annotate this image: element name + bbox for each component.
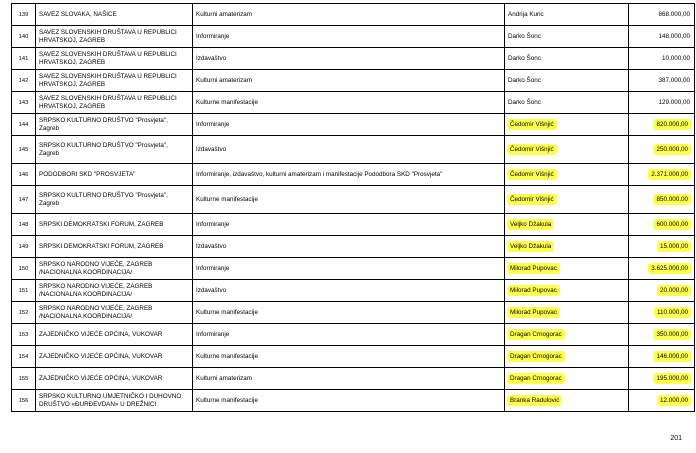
organization-cell-text: SRPSKO NARODNO VIJEĆE, ZAGREB /NACIONALNA KOORDINACIJA/	[39, 304, 153, 320]
organization-cell	[36, 26, 193, 48]
contact-person-cell	[505, 390, 629, 412]
program-cell-text: Kulturni amaterizam	[196, 374, 252, 382]
organization-cell-text: SRPSKO KULTURNO DRUŠTVO "Prosvjeta", Zagreb	[39, 191, 168, 207]
amount-cell-text: 387.000,00	[658, 76, 690, 84]
contact-person-cell-text: Čedomir Višnjić	[510, 195, 554, 203]
row-number-text: 155	[18, 375, 29, 382]
contact-person-cell	[505, 26, 629, 48]
row-number-text: 146	[18, 171, 29, 178]
amount-cell-text: 146.000,00	[656, 352, 688, 360]
table-row	[12, 92, 695, 114]
contact-person-cell-text: Čedomir Višnjić	[510, 170, 554, 178]
amount-cell	[629, 70, 695, 92]
organization-cell-text: SRPSKI DEMOKRATSKI FORUM, ZAGREB	[39, 220, 164, 228]
table-row	[12, 164, 695, 186]
program-cell	[193, 324, 505, 346]
amount-cell-text: 850.000,00	[656, 195, 688, 203]
contact-person-cell-text: Milorad Pupovac	[510, 264, 557, 272]
table-row	[12, 70, 695, 92]
contact-person-cell-text: Dragan Crnogorac	[510, 330, 562, 338]
organization-cell	[36, 164, 193, 186]
organization-cell-text: ZAJEDNIČKO VIJEĆE OPĆINA, VUKOVAR	[39, 330, 163, 338]
table-row	[12, 214, 695, 236]
contact-person-cell-text: Veljko Džakula	[510, 220, 552, 228]
row-number	[12, 186, 36, 214]
organization-cell-text: PODODBORI SKD "PROSVJETA"	[39, 170, 136, 178]
contact-person-cell-text: Branka Radulović	[510, 396, 560, 404]
organization-cell-text: SAVEZ SLOVENSKIH DRUŠTAVA U REPUBLICI HRVATSKOJ, ZAGREB	[39, 28, 177, 44]
contact-person-cell-text: Čedomir Višnjić	[510, 145, 554, 153]
contact-person-cell	[505, 258, 629, 280]
amount-cell	[629, 302, 695, 324]
amount-cell-text: 195.000,00	[656, 374, 688, 382]
contact-person-cell-text: Darko Šonc	[508, 32, 541, 40]
organization-cell	[36, 258, 193, 280]
contact-person-cell-text: Dragan Crnogorac	[510, 374, 562, 382]
program-cell-text: Informiranje	[196, 264, 230, 272]
organization-cell-text: SAVEZ SLOVAKA, NAŠICE	[39, 10, 117, 18]
amount-cell-text: 148.000,00	[658, 32, 690, 40]
contact-person-cell	[505, 164, 629, 186]
program-cell	[193, 346, 505, 368]
table-row	[12, 368, 695, 390]
amount-cell	[629, 258, 695, 280]
organization-cell	[36, 368, 193, 390]
table-row	[12, 280, 695, 302]
amount-cell-text: 820.000,00	[656, 120, 688, 128]
organization-cell	[36, 186, 193, 214]
organization-cell	[36, 236, 193, 258]
row-number-text: 148	[18, 221, 29, 228]
contact-person-cell	[505, 70, 629, 92]
row-number	[12, 390, 36, 412]
contact-person-cell	[505, 214, 629, 236]
contact-person-cell	[505, 92, 629, 114]
row-number-text: 151	[18, 287, 29, 294]
table-row	[12, 258, 695, 280]
amount-cell-text: 3.625.000,00	[651, 264, 688, 272]
program-cell	[193, 302, 505, 324]
organization-cell	[36, 136, 193, 164]
contact-person-cell-text: Veljko Džakula	[510, 242, 552, 250]
program-cell	[193, 390, 505, 412]
organization-cell-text: SRPSKO KULTURNO UMJETNIČKO I DUHOVNO DRUŠTVO «ĐURĐEVDAN» U DREŽNICI	[39, 392, 182, 408]
row-number	[12, 136, 36, 164]
funding-table	[11, 3, 695, 412]
row-number	[12, 4, 36, 26]
program-cell	[193, 92, 505, 114]
program-cell	[193, 48, 505, 70]
contact-person-cell	[505, 4, 629, 26]
program-cell-text: Kulturne manifestacije	[196, 308, 258, 316]
organization-cell	[36, 214, 193, 236]
contact-person-cell-text: Milorad Pupovac	[510, 308, 557, 316]
table-row	[12, 390, 695, 412]
organization-cell-text: SRPSKI DEMOKRATSKI FORUM, ZAGREB	[39, 242, 164, 250]
organization-cell	[36, 48, 193, 70]
row-number-text: 150	[18, 265, 29, 272]
amount-cell-text: 868.000,00	[658, 10, 690, 18]
program-cell-text: Informiranje, izdavaštvo, kulturni amaterizam i manifestacije Pododbora SKD "Prosvjeta"	[196, 170, 443, 178]
amount-cell	[629, 390, 695, 412]
amount-cell	[629, 214, 695, 236]
contact-person-cell-text: Darko Šonc	[508, 76, 541, 84]
program-cell-text: Kulturne manifestacije	[196, 98, 258, 106]
amount-cell-text: 12.000,00	[659, 396, 688, 404]
organization-cell-text: SAVEZ SLOVENSKIH DRUŠTAVA U REPUBLICI HRVATSKOJ, ZAGREB	[39, 94, 177, 110]
amount-cell	[629, 368, 695, 390]
row-number-text: 154	[18, 353, 29, 360]
row-number	[12, 114, 36, 136]
amount-cell	[629, 186, 695, 214]
program-cell-text: Informiranje	[196, 220, 230, 228]
amount-cell-text: 20.000,00	[659, 286, 688, 294]
row-number-text: 143	[18, 99, 29, 106]
contact-person-cell	[505, 346, 629, 368]
row-number-text: 152	[18, 309, 29, 316]
program-cell-text: Izdavaštvo	[196, 54, 227, 62]
program-cell	[193, 26, 505, 48]
amount-cell-text: 15.000,00	[659, 242, 688, 250]
contact-person-cell-text: Dragan Crnogorac	[510, 352, 562, 360]
program-cell-text: Informiranje	[196, 120, 230, 128]
row-number	[12, 324, 36, 346]
amount-cell	[629, 346, 695, 368]
row-number	[12, 302, 36, 324]
row-number-text: 141	[18, 55, 29, 62]
amount-cell-text: 350.000,00	[656, 330, 688, 338]
amount-cell	[629, 114, 695, 136]
contact-person-cell	[505, 368, 629, 390]
row-number	[12, 258, 36, 280]
contact-person-cell	[505, 236, 629, 258]
contact-person-cell-text: Čedomir Višnjić	[510, 120, 554, 128]
contact-person-cell-text: Andrija Kuric	[508, 10, 544, 18]
amount-cell	[629, 26, 695, 48]
row-number-text: 147	[18, 196, 29, 203]
organization-cell-text: SRPSKO KULTURNO DRUŠTVO "Prosvjeta", Zagreb	[39, 116, 168, 132]
amount-cell	[629, 4, 695, 26]
contact-person-cell-text: Milorad Pupovac	[510, 286, 557, 294]
table-row	[12, 4, 695, 26]
program-cell-text: Izdavaštvo	[196, 145, 227, 153]
contact-person-cell	[505, 302, 629, 324]
organization-cell	[36, 390, 193, 412]
row-number	[12, 280, 36, 302]
program-cell	[193, 214, 505, 236]
program-cell-text: Izdavaštvo	[196, 242, 227, 250]
organization-cell	[36, 324, 193, 346]
row-number	[12, 70, 36, 92]
row-number-text: 139	[18, 11, 29, 18]
program-cell	[193, 4, 505, 26]
program-cell	[193, 236, 505, 258]
table-row	[12, 236, 695, 258]
row-number-text: 144	[18, 121, 29, 128]
table-row	[12, 186, 695, 214]
amount-cell-text: 10.000,00	[661, 54, 690, 62]
contact-person-cell	[505, 324, 629, 346]
program-cell	[193, 258, 505, 280]
page-number: 201	[670, 435, 682, 442]
contact-person-cell-text: Darko Šonc	[508, 54, 541, 62]
program-cell-text: Informiranje	[196, 330, 230, 338]
row-number-text: 149	[18, 243, 29, 250]
row-number	[12, 236, 36, 258]
organization-cell-text: SAVEZ SLOVENSKIH DRUŠTAVA U REPUBLICI HRVATSKOJ, ZAGREB	[39, 50, 177, 66]
program-cell-text: Kulturne manifestacije	[196, 352, 258, 360]
row-number-text: 156	[18, 397, 29, 404]
amount-cell-text: 600.000,00	[656, 220, 688, 228]
row-number-text: 153	[18, 331, 29, 338]
organization-cell-text: SRPSKO NARODNO VIJEĆE, ZAGREB /NACIONALNA KOORDINACIJA/	[39, 260, 153, 276]
amount-cell	[629, 48, 695, 70]
table-row	[12, 114, 695, 136]
program-cell-text: Kulturni amaterizam	[196, 76, 252, 84]
organization-cell	[36, 302, 193, 324]
contact-person-cell	[505, 114, 629, 136]
organization-cell-text: SRPSKO NARODNO VIJEĆE, ZAGREB /NACIONALNA KOORDINACIJA/	[39, 282, 153, 298]
contact-person-cell	[505, 48, 629, 70]
contact-person-cell-text: Darko Šonc	[508, 98, 541, 106]
funding-table-body	[12, 4, 695, 412]
row-number	[12, 26, 36, 48]
amount-cell-text: 110.000,00	[656, 308, 688, 316]
row-number-text: 145	[18, 146, 29, 153]
row-number-text: 140	[18, 33, 29, 40]
program-cell	[193, 164, 505, 186]
contact-person-cell	[505, 280, 629, 302]
program-cell-text: Informiranje	[196, 32, 230, 40]
contact-person-cell	[505, 186, 629, 214]
row-number	[12, 214, 36, 236]
program-cell	[193, 368, 505, 390]
program-cell-text: Kulturne manifestacije	[196, 195, 258, 203]
organization-cell-text: ZAJEDNIČKO VIJEĆE OPĆINA, VUKOVAR	[39, 374, 163, 382]
organization-cell	[36, 70, 193, 92]
program-cell	[193, 136, 505, 164]
row-number-text: 142	[18, 77, 29, 84]
row-number	[12, 92, 36, 114]
table-row	[12, 26, 695, 48]
row-number	[12, 48, 36, 70]
amount-cell-text: 250.000,00	[656, 145, 688, 153]
table-row	[12, 48, 695, 70]
contact-person-cell	[505, 136, 629, 164]
program-cell	[193, 70, 505, 92]
amount-cell	[629, 164, 695, 186]
organization-cell	[36, 4, 193, 26]
row-number	[12, 346, 36, 368]
program-cell-text: Kulturni amaterizam	[196, 10, 252, 18]
row-number	[12, 164, 36, 186]
program-cell	[193, 114, 505, 136]
organization-cell-text: SRPSKO KULTURNO DRUŠTVO "Prosvjeta", Zagreb	[39, 141, 168, 157]
program-cell-text: Izdavaštvo	[196, 286, 227, 294]
table-row	[12, 324, 695, 346]
amount-cell	[629, 324, 695, 346]
amount-cell-text: 2.371.000,00	[651, 170, 688, 178]
amount-cell-text: 129.000,00	[658, 98, 690, 106]
program-cell	[193, 280, 505, 302]
amount-cell	[629, 280, 695, 302]
organization-cell	[36, 92, 193, 114]
table-row	[12, 346, 695, 368]
table-row	[12, 302, 695, 324]
amount-cell	[629, 136, 695, 164]
organization-cell	[36, 346, 193, 368]
organization-cell	[36, 114, 193, 136]
amount-cell	[629, 236, 695, 258]
program-cell	[193, 186, 505, 214]
organization-cell	[36, 280, 193, 302]
row-number	[12, 368, 36, 390]
organization-cell-text: SAVEZ SLOVENSKIH DRUŠTAVA U REPUBLICI HRVATSKOJ, ZAGREB	[39, 72, 177, 88]
program-cell-text: Kulturne manifestacije	[196, 396, 258, 404]
table-row	[12, 136, 695, 164]
organization-cell-text: ZAJEDNIČKO VIJEĆE OPĆINA, VUKOVAR	[39, 352, 163, 360]
amount-cell	[629, 92, 695, 114]
